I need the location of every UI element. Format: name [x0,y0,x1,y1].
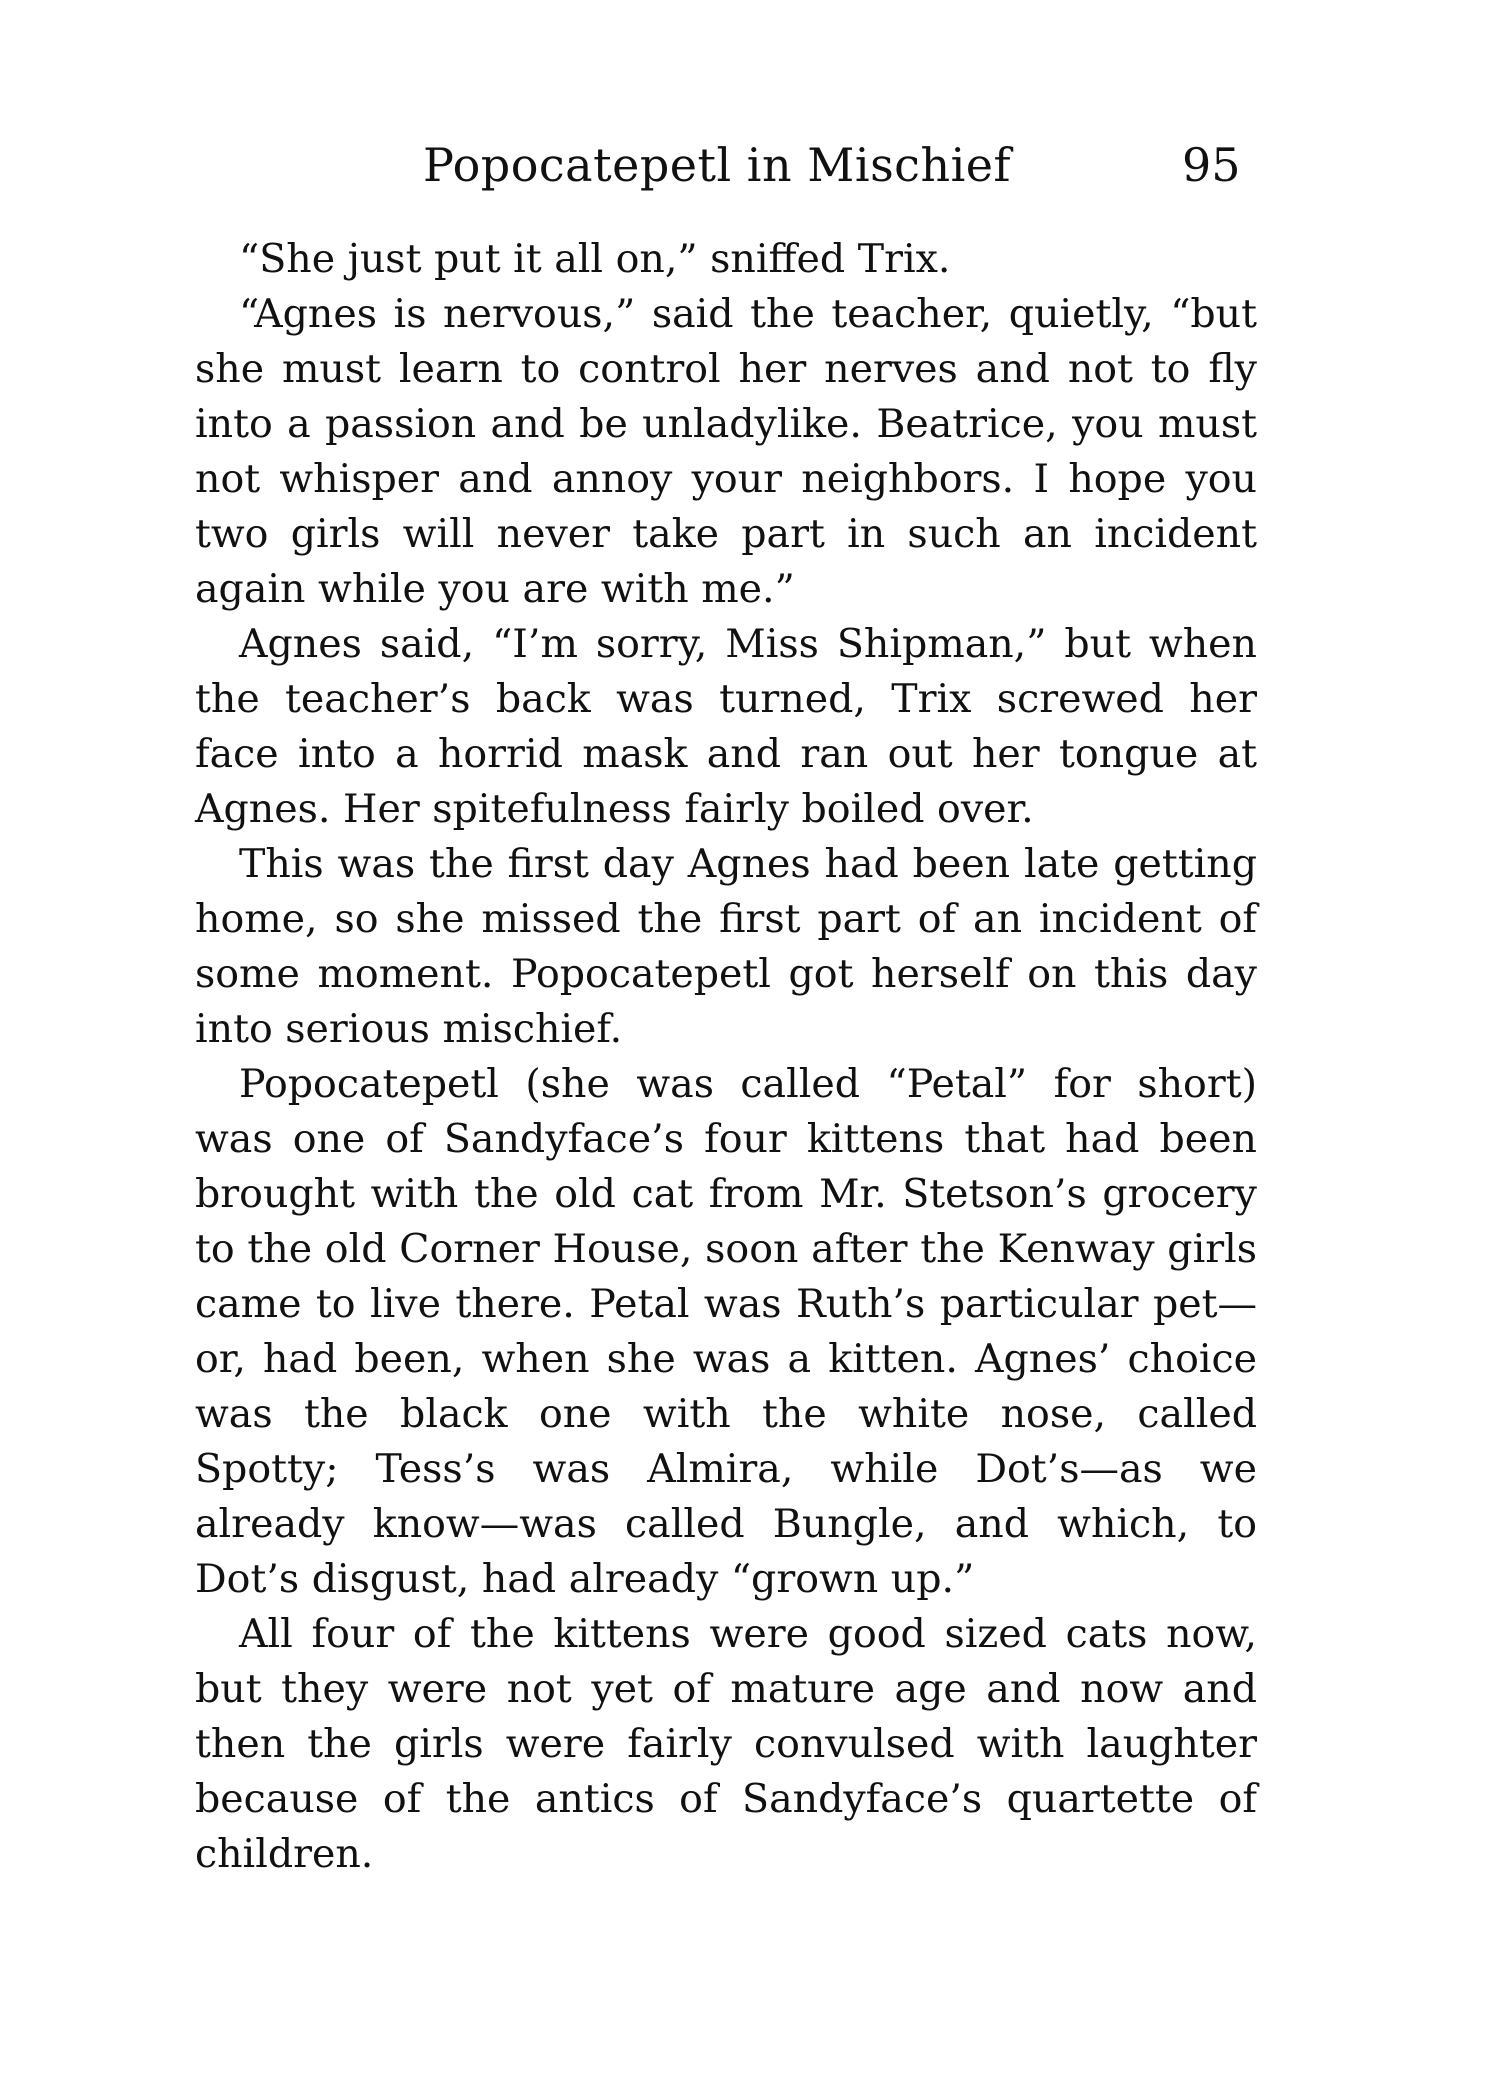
paragraph: Agnes said, “I’m sorry, Miss Shipman,” but when the teacher’s back was turned, Trix screwed her face into a horrid mask and ran out her tongue at Agnes. Her spitefulness fairly boiled over. [195,621,1257,832]
page-number: 95 [1182,138,1241,192]
paragraph: This was the first day Agnes had been late getting home, so she missed the first part of an incident of some moment. Popocatepetl got herself on this day into serious mischief. [195,841,1257,1052]
paragraph: All four of the kittens were good sized cats now, but they were not yet of mature age and now and then the girls were fairly convulsed with laughter because of the antics of Sandyface’s quartette of children. [195,1611,1257,1877]
paragraph: “She just put it all on,” sniffed Trix. [239,236,951,282]
page-header [0,138,1494,208]
paragraph: Popocatepetl (she was called “Petal” for short) was one of Sandyface’s four kittens that had been brought with the old cat from Mr. Stetson’s grocery to the old Corner House, soon after the Kenway girls came to live there. Petal was Ruth’s particular pet—or, had been, when she was a kitten. Agnes’ choice was the black one with the white nose, called Spotty; Tess’s was Almira, while Dot’s—as we already know—was called Bungle, and which, to Dot’s disgust, had already “grown up.” [195,1061,1257,1602]
body-text [195,232,1257,1882]
paragraph: “Agnes is nervous,” said the teacher, quietly, “but she must learn to control her nerves and not to fly into a passion and be unladylike. Beatrice, you must not whisper and annoy your neighbors. I hope you two girls will never take part in such an incident again while you are with me.” [195,291,1257,612]
running-title: Popocatepetl in Mischief [423,138,1012,192]
